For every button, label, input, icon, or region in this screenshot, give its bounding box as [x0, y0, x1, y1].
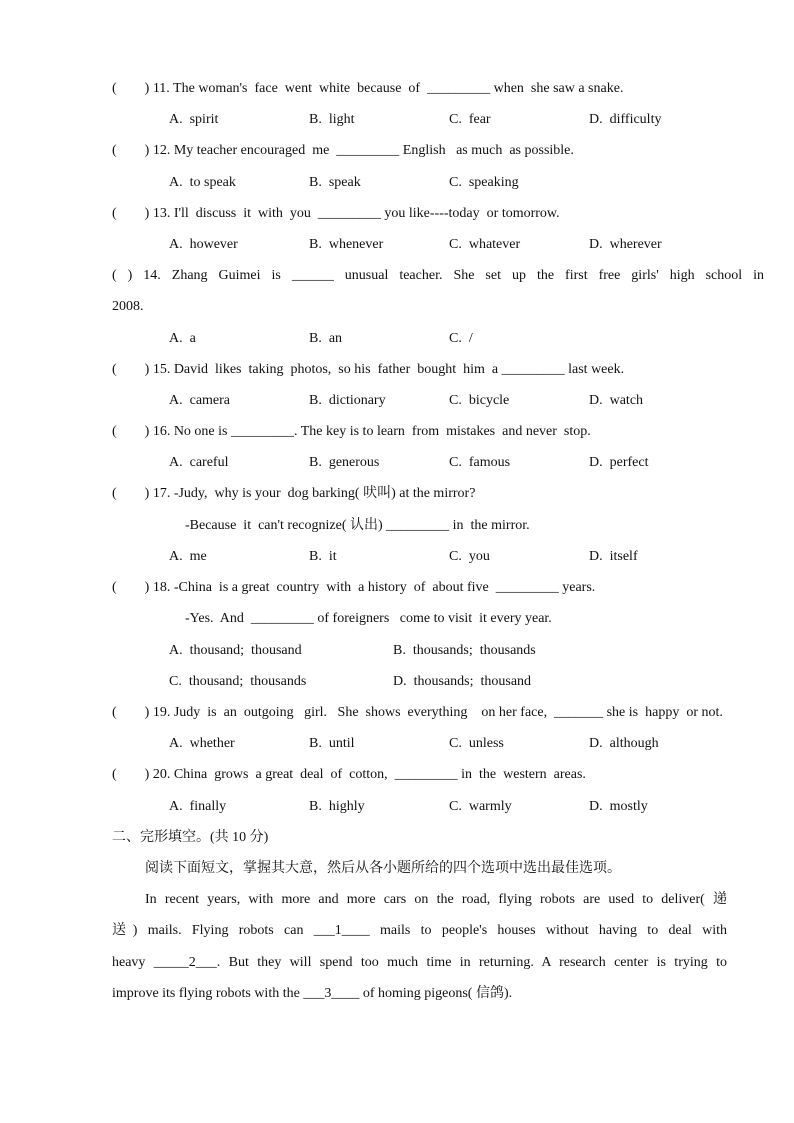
question-16-option-d: D. perfect — [589, 455, 649, 470]
question-14-continuation: 2008. — [112, 299, 144, 314]
question-11-option-d: D. difficulty — [589, 112, 662, 127]
question-19-option-c: C. unless — [449, 736, 504, 751]
question-14-option-c: C. / — [449, 331, 473, 346]
question-12-stem: ( ) 12. My teacher encouraged me _________ English as much as possible. — [112, 143, 574, 158]
question-18-option-b: B. thousands; thousands — [393, 643, 536, 658]
question-16-option-b: B. generous — [309, 455, 380, 470]
question-17-stem: ( ) 17. -Judy, why is your dog barking( 吠叫) at the mirror? — [112, 486, 476, 501]
question-20-option-a: A. finally — [169, 799, 227, 814]
question-20-option-c: C. warmly — [449, 799, 512, 814]
question-15-option-b: B. dictionary — [309, 393, 386, 408]
question-19-option-b: B. until — [309, 736, 355, 751]
question-16-stem: ( ) 16. No one is _________. The key is to learn from mistakes and never stop. — [112, 424, 591, 439]
question-13-option-c: C. whatever — [449, 237, 521, 252]
question-14-option-b: B. an — [309, 331, 343, 346]
question-18-option-c: C. thousand; thousands — [169, 674, 307, 689]
passage-line-3: heavy _____2___. But they will spend too much time in returning. A research center is trying to — [112, 955, 727, 970]
section-instruction: 阅读下面短文，掌握其大意，然后从各小题所给的四个选项中选出最佳选项。 — [145, 861, 621, 876]
passage-line-2: 送) mails. Flying robots can ___1____ mails to people's houses without having to deal with — [112, 923, 727, 938]
question-11-option-b: B. light — [309, 112, 355, 127]
question-17-continuation: -Because it can't recognize( 认出) _________ in the mirror. — [185, 518, 530, 533]
question-12-option-a: A. to speak — [169, 175, 236, 190]
question-11-stem: ( ) 11. The woman's face went white because of _________ when she saw a snake. — [112, 81, 624, 96]
question-20-stem: ( ) 20. China grows a great deal of cotton, _________ in the western areas. — [112, 767, 586, 782]
section-heading: 二、完形填空。(共 10 分) — [112, 830, 269, 845]
question-15-option-a: A. camera — [169, 393, 231, 408]
question-12-option-c: C. speaking — [449, 175, 519, 190]
question-11-option-a: A. spirit — [169, 112, 219, 127]
question-20-option-b: B. highly — [309, 799, 365, 814]
question-13-option-d: D. wherever — [589, 237, 662, 252]
question-16-option-a: A. careful — [169, 455, 229, 470]
question-19-stem: ( ) 19. Judy is an outgoing girl. She shows everything on her face, _______ she is happy or not. — [112, 705, 723, 720]
question-19-option-d: D. although — [589, 736, 659, 751]
question-14-stem: ( ) 14. Zhang Guimei is ______ unusual teacher. She set up the first free girls' high school in — [112, 268, 764, 283]
question-18-stem: ( ) 18. -China is a great country with a history of about five _________ years. — [112, 580, 596, 595]
question-18-continuation: -Yes. And _________ of foreigners come to visit it every year. — [185, 611, 552, 626]
question-18-option-d: D. thousands; thousand — [393, 674, 532, 689]
passage-line-1: In recent years, with more and more cars on the road, flying robots are used to deliver( 递 — [145, 892, 727, 907]
question-15-stem: ( ) 15. David likes taking photos, so his father bought him a _________ last week. — [112, 362, 625, 377]
question-17-option-c: C. you — [449, 549, 490, 564]
question-17-option-a: A. me — [169, 549, 207, 564]
question-13-option-b: B. whenever — [309, 237, 384, 252]
question-17-option-d: D. itself — [589, 549, 638, 564]
question-12-option-b: B. speak — [309, 175, 361, 190]
question-15-option-c: C. bicycle — [449, 393, 510, 408]
question-20-option-d: D. mostly — [589, 799, 648, 814]
question-16-option-c: C. famous — [449, 455, 511, 470]
question-11-option-c: C. fear — [449, 112, 491, 127]
question-15-option-d: D. watch — [589, 393, 644, 408]
question-19-option-a: A. whether — [169, 736, 235, 751]
passage-line-4: improve its flying robots with the ___3____ of homing pigeons( 信鸽). — [112, 986, 513, 1001]
question-13-option-a: A. however — [169, 237, 238, 252]
question-14-option-a: A. a — [169, 331, 196, 346]
question-17-option-b: B. it — [309, 549, 337, 564]
question-13-stem: ( ) 13. I'll discuss it with you _________ you like----today or tomorrow. — [112, 206, 560, 221]
question-18-option-a: A. thousand; thousand — [169, 643, 302, 658]
